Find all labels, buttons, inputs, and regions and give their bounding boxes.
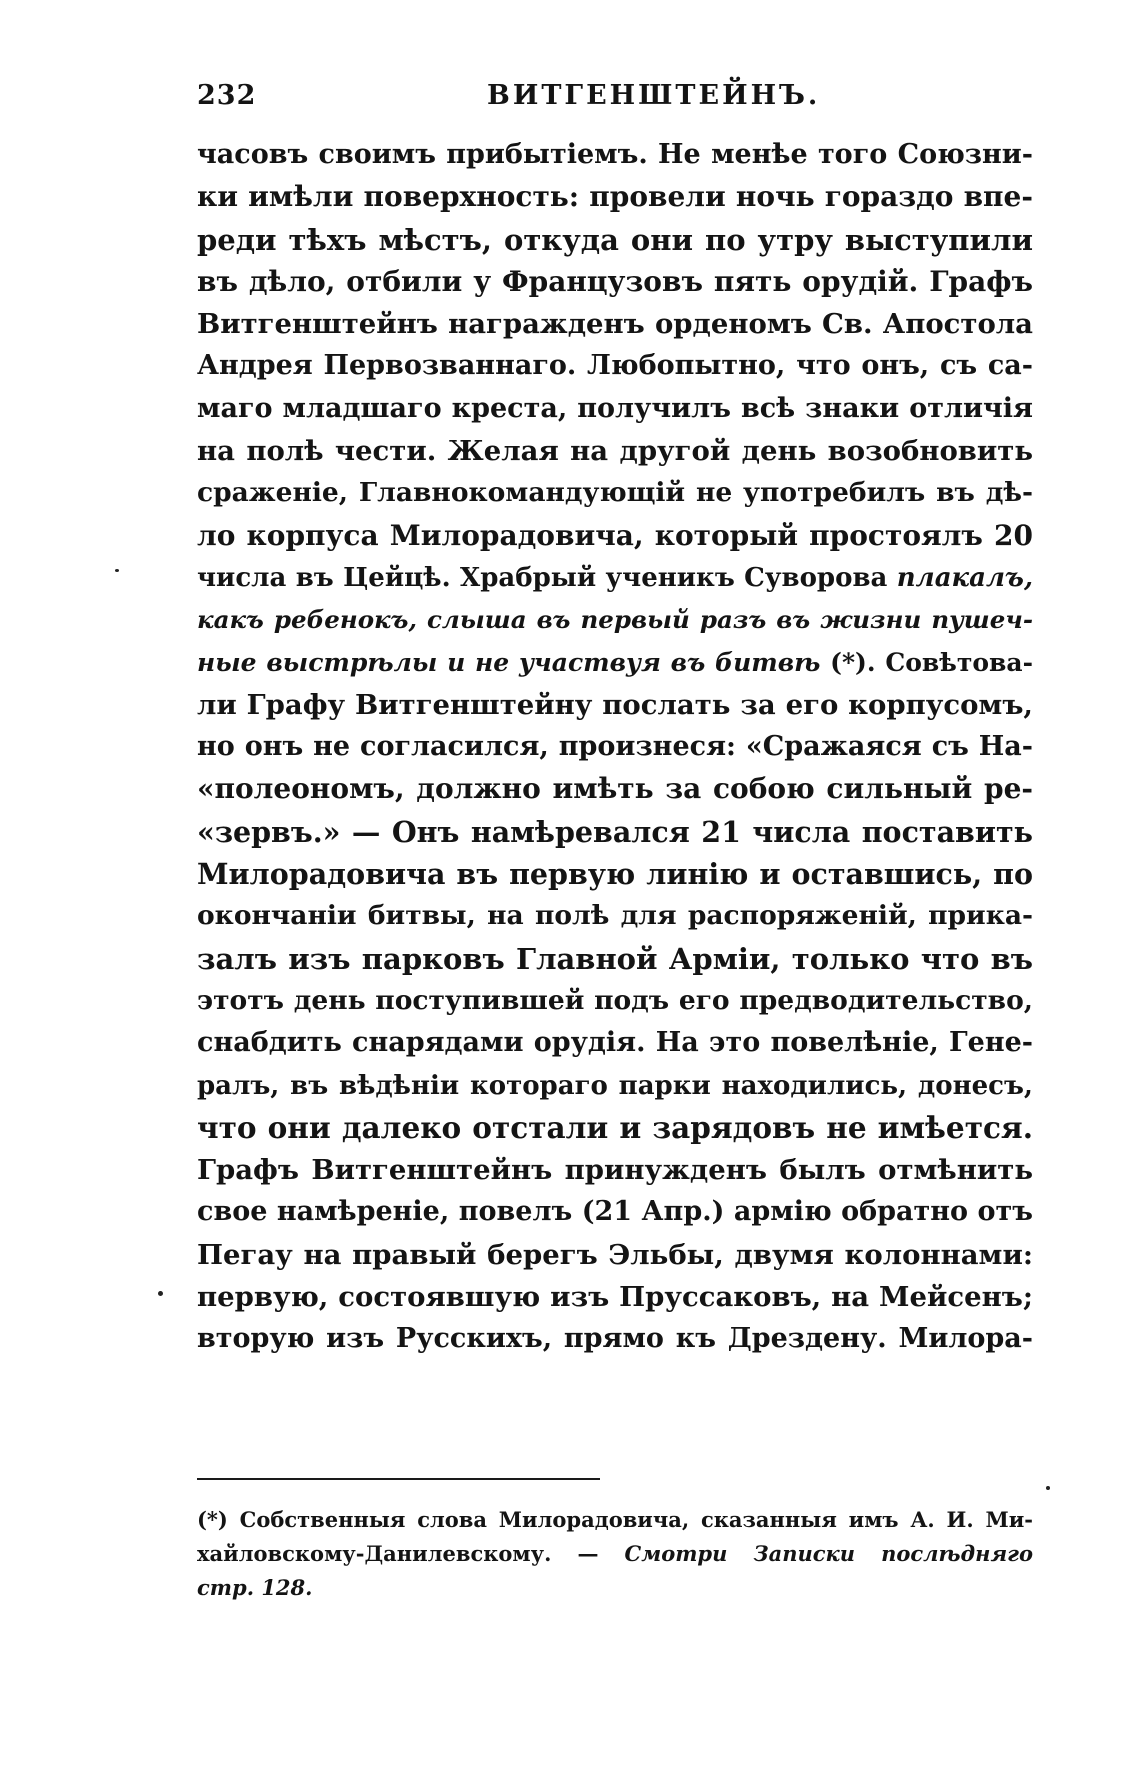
main-text [197, 134, 1033, 1361]
print-speck [158, 1291, 163, 1296]
footnote-line [197, 1537, 1033, 1571]
text-line: часовъ своимъ прибытіемъ. Не менѣе того Союзни- [197, 139, 1033, 170]
text-line: ки имѣли поверхность: провели ночь гораздо впе- [197, 180, 1033, 214]
text-line: снабдить снарядами орудія. На это повелѣніе, Гене- [197, 1027, 1033, 1059]
text-line: но онъ не согласился, произнеся: «Сражаяся съ На- [197, 731, 1033, 763]
page-number: 232 [197, 80, 257, 111]
text-line: ралъ, въ вѣдѣніи котораго парки находились, донесъ, [197, 1070, 1033, 1101]
text-line: Витгенштейнъ награжденъ орденомъ Св. Апостола [197, 308, 1033, 341]
text-segment: (*). Совѣтова- [820, 647, 1033, 677]
text-line: Милорадовича въ первую линію и оставшись, по [197, 857, 1033, 892]
text-segment: хайловскому-Данилевскому. — [197, 1541, 625, 1566]
text-line: въ дѣло, отбили у Французовъ пять орудій. Графъ [197, 264, 1033, 298]
text-line: Графъ Витгенштейнъ принужденъ былъ отмѣнить [197, 1154, 1033, 1187]
text-line: залъ изъ парковъ Главной Арміи, только что въ [197, 941, 1033, 976]
print-speck [115, 569, 119, 572]
italic-segment: плакалъ, [896, 562, 1033, 593]
text-line-italic: какъ ребенокъ, слыша въ первый разъ въ жизни пушеч- [197, 605, 1033, 635]
text-line: Андрея Первозваннаго. Любопытно, что онъ, съ са- [197, 350, 1033, 382]
text-line: ло корпуса Милорадовича, который простоялъ 20 [197, 518, 1033, 552]
italic-segment: ные выстрѣлы и не участвуя въ битвѣ [197, 647, 821, 677]
text-line: маго младшаго креста, получилъ всѣ знаки отличія [197, 392, 1033, 424]
text-line: вторую изъ Русскихъ, прямо къ Дрездену. Милора- [197, 1323, 1033, 1355]
text-line: ли Графу Витгенштейну послать за его корпусомъ, [197, 688, 1033, 721]
text-segment: числа въ Цейцѣ. Храбрый ученикъ Суворова [197, 562, 897, 593]
text-line-mixed [197, 642, 1033, 684]
print-speck [1046, 1486, 1050, 1490]
footnote-line: стр. 128. [197, 1575, 313, 1600]
footnote [197, 1503, 1033, 1605]
text-line: Пегау на правый берегъ Эльбы, двумя колоннами: [197, 1238, 1033, 1271]
footnote-line: (*) Собственныя слова Милорадовича, сказанныя имъ А. И. Ми- [197, 1507, 1033, 1532]
footnote-divider [197, 1478, 600, 1480]
page-header [197, 80, 1027, 120]
text-line: реди тѣхъ мѣстъ, откуда они по утру выступили [197, 222, 1033, 257]
text-line: этотъ день поступившей подъ его предводительство, [197, 984, 1033, 1016]
text-line: «полеономъ, должно имѣть за собою сильный ре- [197, 772, 1033, 806]
italic-segment: Смотри Записки послѣдняго [624, 1541, 1033, 1566]
text-line: свое намѣреніе, повелъ (21 Апр.) армію обратно отъ [197, 1196, 1033, 1228]
text-line: на полѣ чести. Желая на другой день возобновить [197, 435, 1033, 468]
text-line: первую, состоявшую изъ Пруссаковъ, на Мейсенъ; [197, 1281, 1033, 1314]
text-line-mixed [197, 557, 1033, 599]
text-line: «зервъ.» — Онъ намѣревался 21 числа поставить [197, 814, 1033, 849]
text-line: окончаніи битвы, на полѣ для распоряженій, прика- [197, 900, 1033, 932]
text-line: что они далеко отстали и зарядовъ не имѣется. [197, 1109, 1033, 1145]
text-line: сраженіе, Главнокомандующій не употребилъ въ дѣ- [197, 477, 1033, 509]
running-title: ВИТГЕНШТЕЙНЪ. [487, 80, 821, 111]
